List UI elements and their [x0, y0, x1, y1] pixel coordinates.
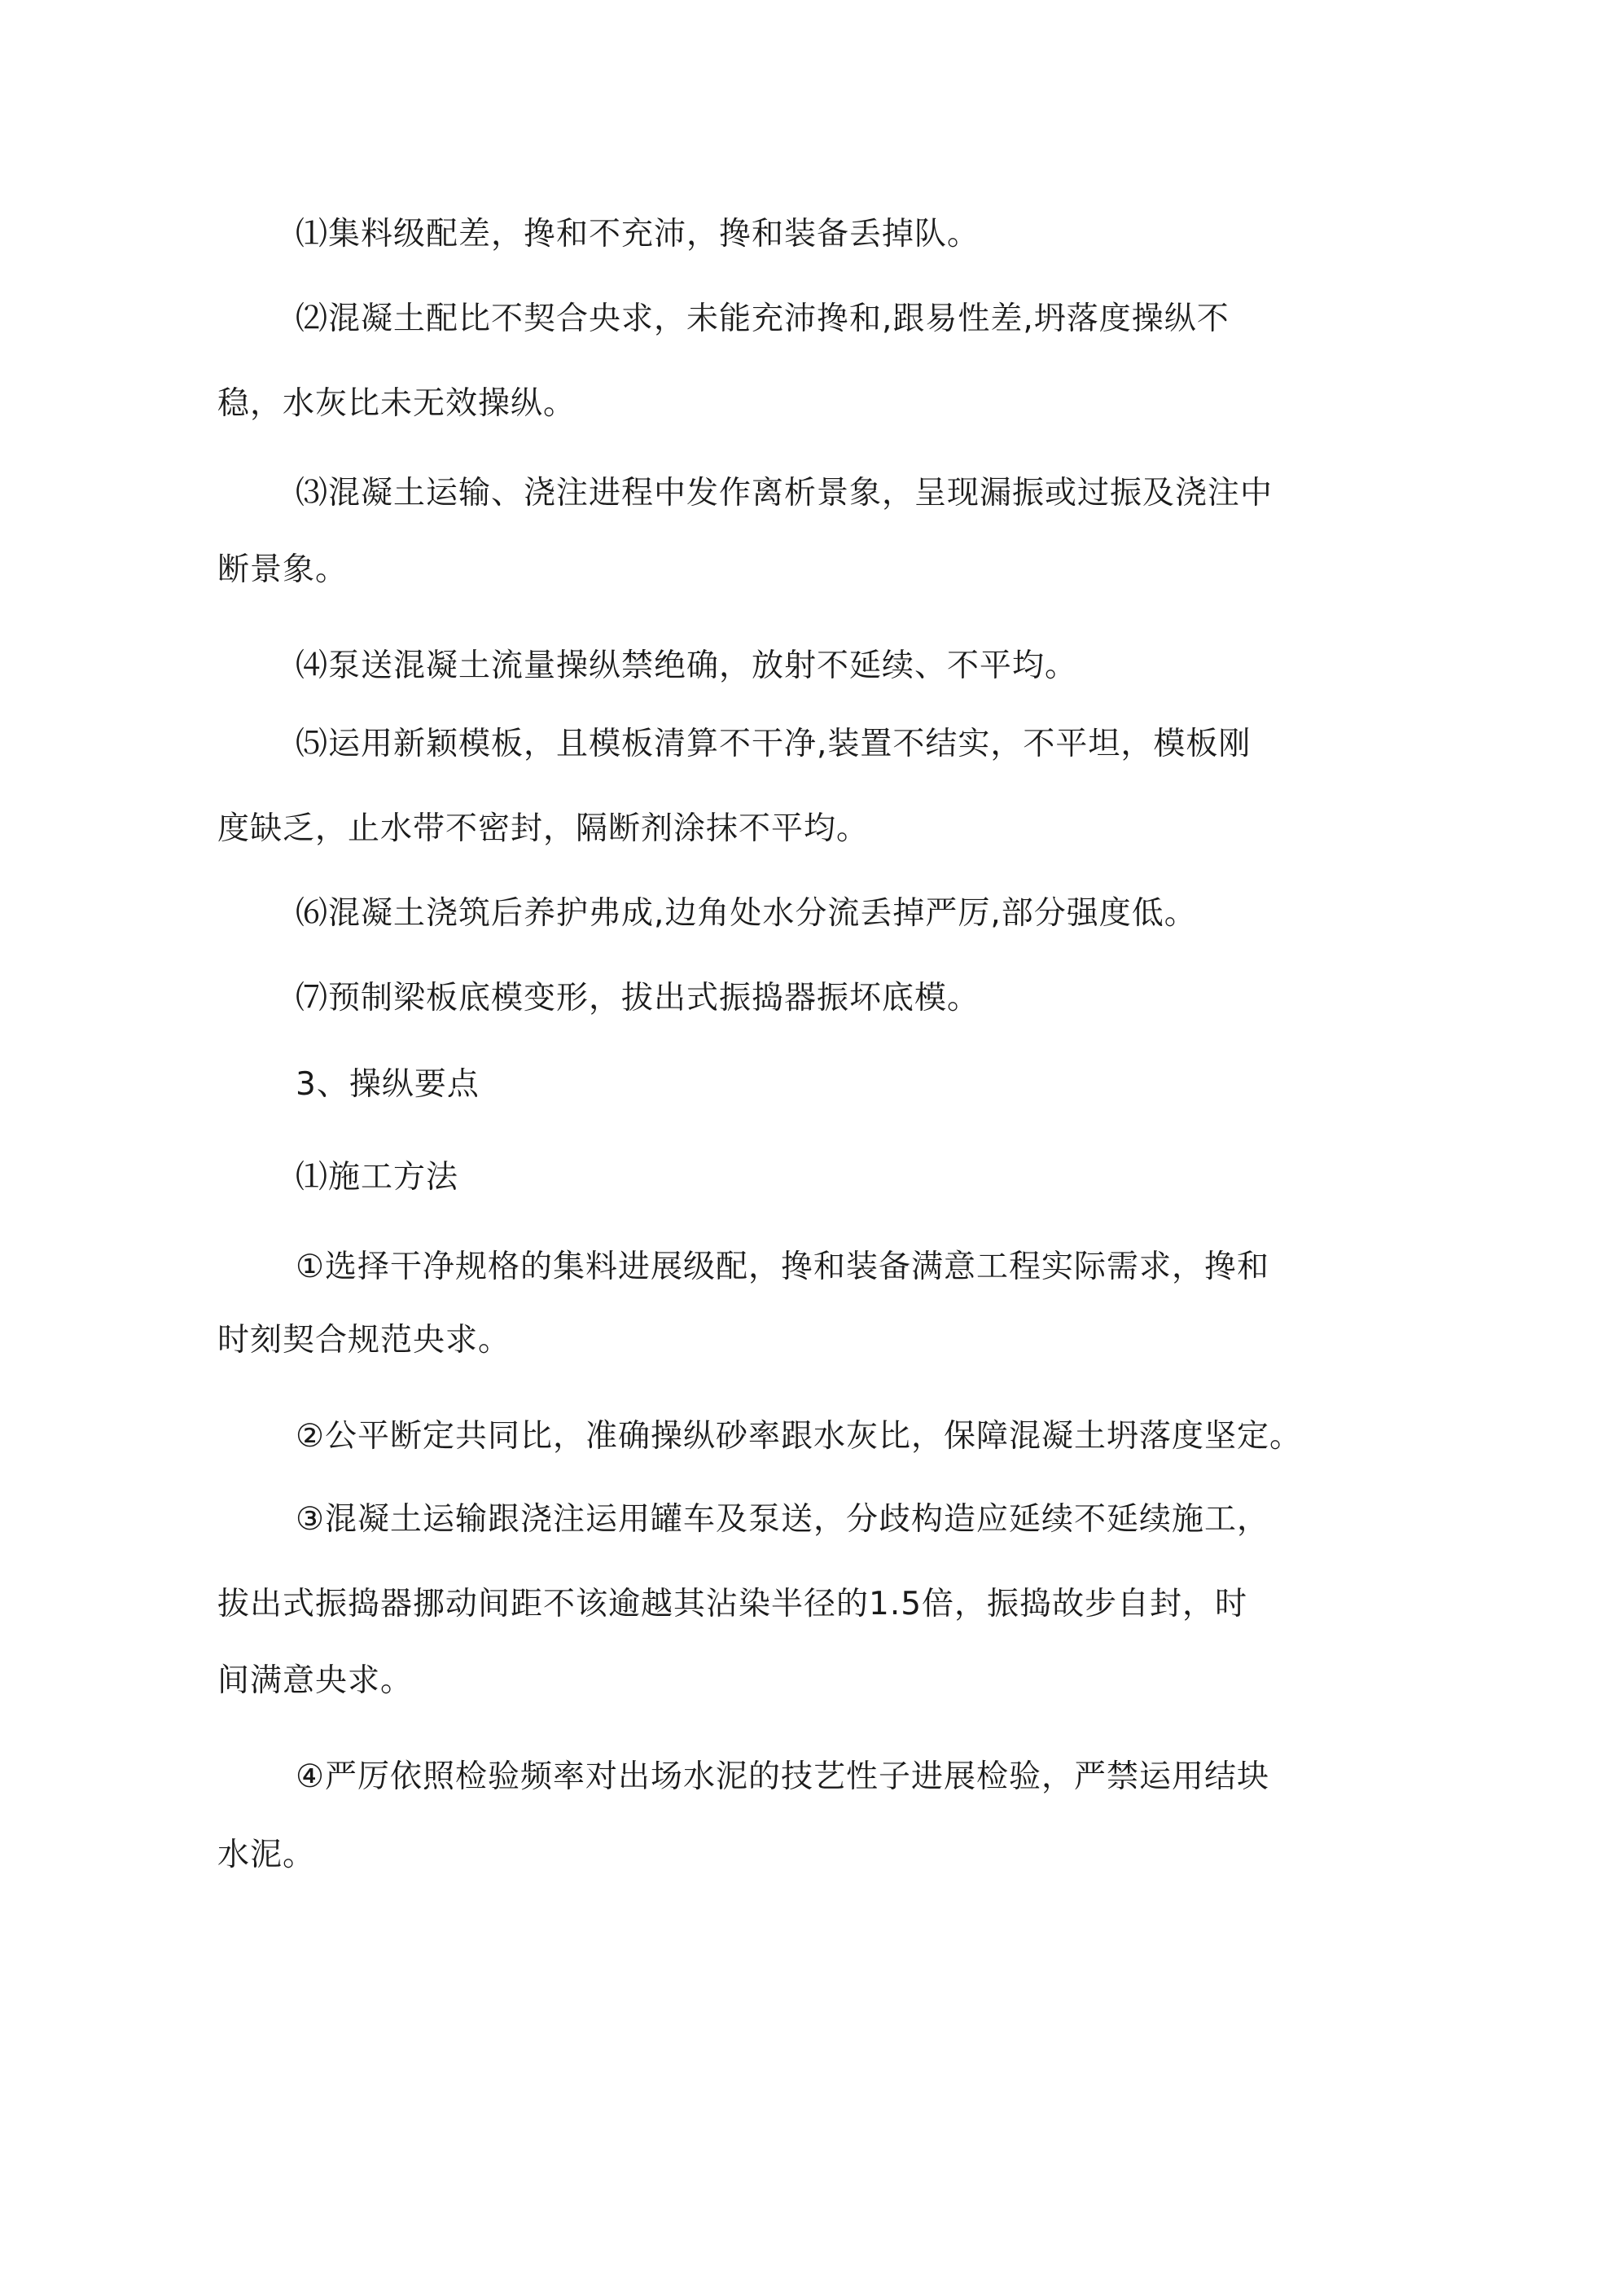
- text-line-3: 稳，水灰比未无效操纵。: [217, 385, 576, 422]
- text-line-10: ⑺预制梁板底模变形，拔出式振捣器振坏底模。: [296, 980, 980, 1016]
- text-line-19: ④严厉依照检验频率对出场水泥的技艺性子进展检验，严禁运用结块: [296, 1758, 1269, 1795]
- text-line-8: 度缺乏，止水带不密封，隔断剂涂抹不平均。: [217, 810, 870, 847]
- text-line-17: 拔出式振捣器挪动间距不该逾越其沾染半径的1.5倍，振捣故步自封，时: [217, 1586, 1248, 1622]
- text-line-4: ⑶混凝土运输、浇注进程中发作离析景象，呈现漏振或过振及浇注中: [296, 475, 1273, 511]
- text-line-18: 间满意央求。: [217, 1662, 414, 1699]
- text-line-20: 水泥。: [217, 1837, 316, 1873]
- text-line-1: ⑴集料级配差，搀和不充沛，搀和装备丢掉队。: [296, 216, 980, 252]
- text-line-9: ⑹混凝土浇筑后养护弗成,边角处水分流丢掉严厉,部分强度低。: [296, 895, 1197, 932]
- text-line-14: 时刻契合规范央求。: [217, 1322, 511, 1359]
- subsection-heading: ⑴施工方法: [296, 1159, 459, 1196]
- text-line-15: ②公平断定共同比，准确操纵砂率跟水灰比，保障混凝土坍落度坚定。: [296, 1418, 1302, 1455]
- text-line-13: ①选择干净规格的集料进展级配，搀和装备满意工程实际需求，搀和: [296, 1249, 1269, 1285]
- section-heading: 3、操纵要点: [296, 1066, 480, 1103]
- text-line-7: ⑸运用新颖模板，且模板清算不干净,装置不结实，不平坦，模板刚: [296, 726, 1252, 762]
- text-line-6: ⑷泵送混凝土流量操纵禁绝确，放射不延续、不平均。: [296, 648, 1078, 684]
- text-line-5: 断景象。: [217, 551, 349, 588]
- text-line-16: ③混凝土运输跟浇注运用罐车及泵送，分歧构造应延续不延续施工，: [296, 1501, 1269, 1538]
- text-line-2: ⑵混凝土配比不契合央求，未能充沛搀和,跟易性差,坍落度操纵不: [296, 301, 1230, 337]
